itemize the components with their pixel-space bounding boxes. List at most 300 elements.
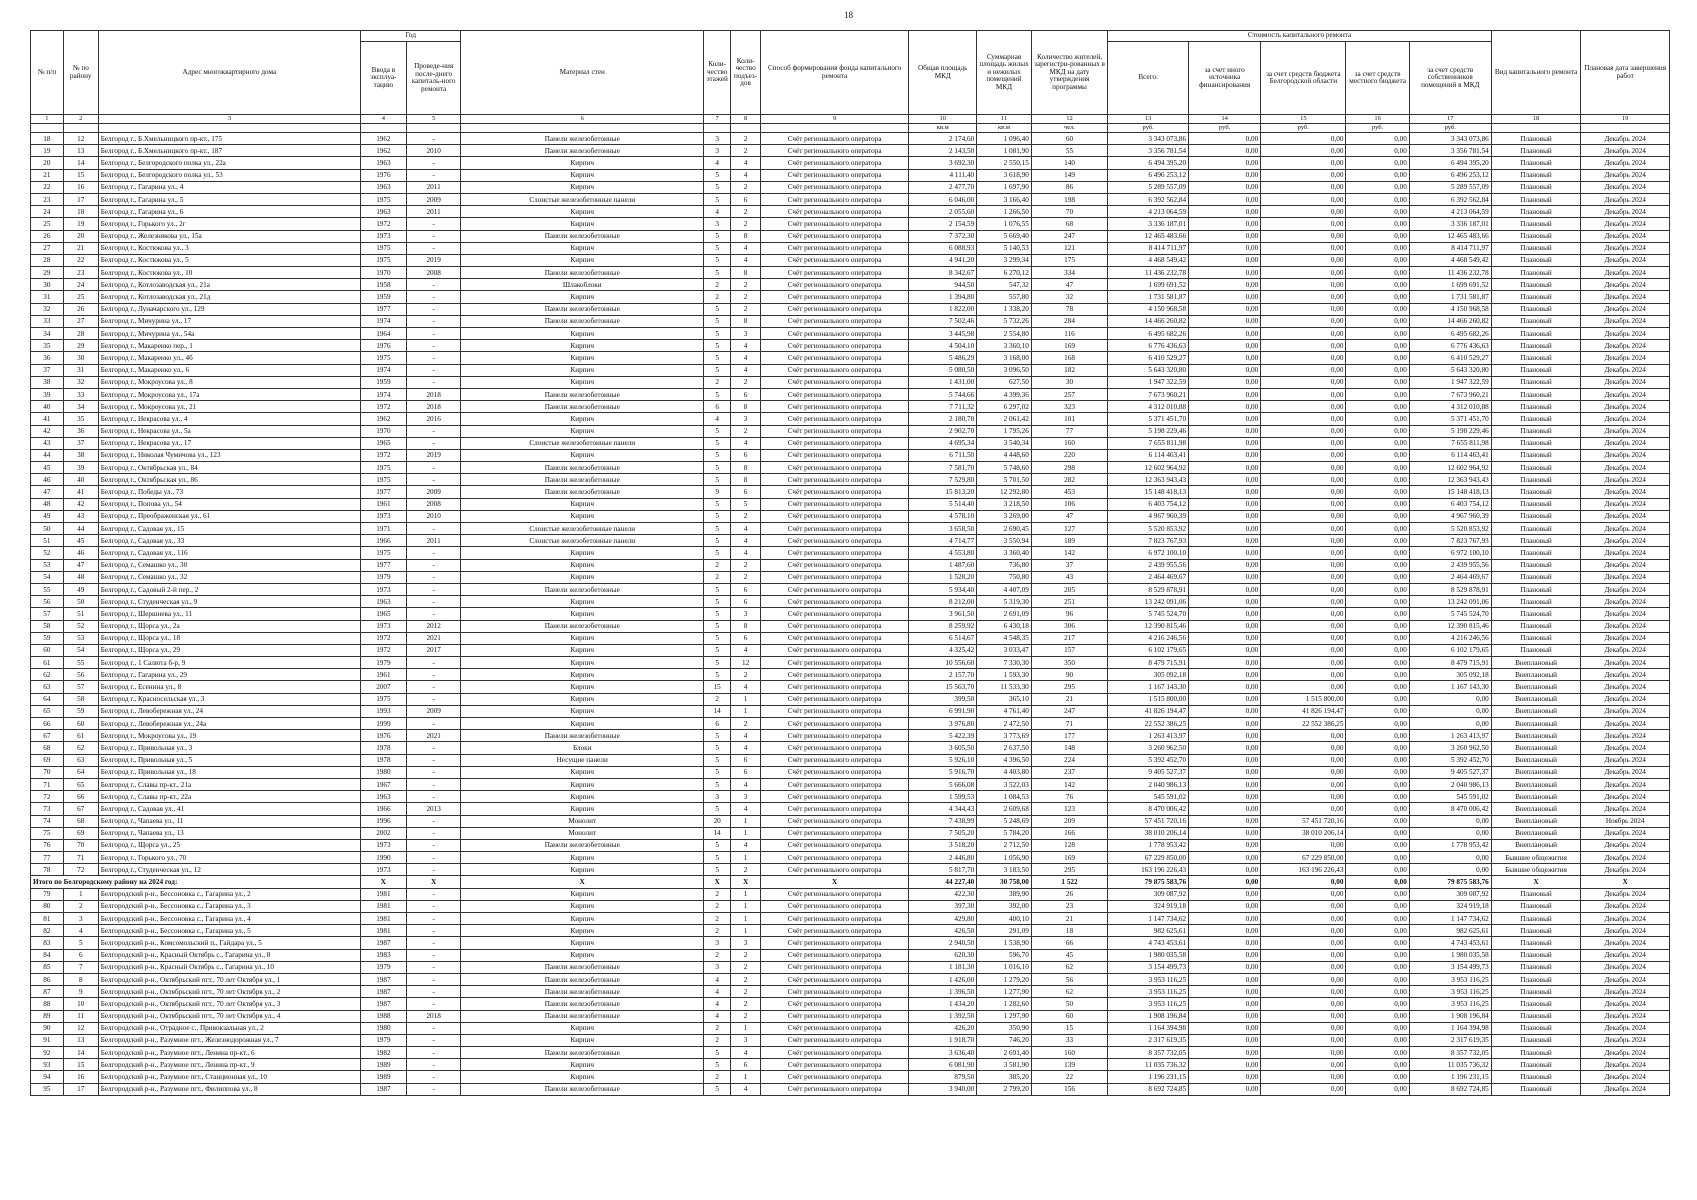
table-cell: 0,00 <box>1261 181 1346 193</box>
table-cell: 44 <box>31 449 64 461</box>
table-cell: 3 <box>63 913 98 925</box>
table-row <box>31 1022 1670 1034</box>
table-cell: 0,00 <box>1189 961 1261 973</box>
table-cell: Внеплановый <box>1491 742 1581 754</box>
table-cell: 6 <box>731 486 761 498</box>
table-cell: 0,00 <box>1346 547 1409 559</box>
table-cell: 11 436 232,78 <box>1108 267 1189 279</box>
table-cell: 0,00 <box>1346 949 1409 961</box>
table-cell: 0,00 <box>1189 608 1261 620</box>
table-cell: 2 <box>63 900 98 912</box>
table-cell: Плановый <box>1491 608 1581 620</box>
table-cell: 50 <box>63 596 98 608</box>
table-cell: Панели железобетонные <box>461 401 704 413</box>
table-cell: 0,00 <box>1346 620 1409 632</box>
table-cell: Декабрь 2024 <box>1581 181 1670 193</box>
table-cell: 5 <box>704 449 731 461</box>
table-cell: 1990 <box>360 852 406 864</box>
table-cell: 1 538,90 <box>977 937 1032 949</box>
table-cell: 397,30 <box>909 900 977 912</box>
table-cell: 3 096,50 <box>977 364 1032 376</box>
table-cell: 2 180,78 <box>909 413 977 425</box>
table-row <box>31 1083 1670 1095</box>
table-cell: 5 669,40 <box>977 230 1032 242</box>
table-cell: 1967 <box>360 778 406 790</box>
table-cell: 5 <box>704 364 731 376</box>
table-cell: 0,00 <box>1189 754 1261 766</box>
table-cell: 0,00 <box>1261 888 1346 900</box>
table-cell: 0,00 <box>1189 986 1261 998</box>
table-cell: 0,00 <box>1346 1083 1409 1095</box>
table-cell: 0,00 <box>1189 218 1261 230</box>
table-cell: 22 <box>31 181 64 193</box>
table-cell: Плановый <box>1491 644 1581 656</box>
table-cell: Декабрь 2024 <box>1581 961 1670 973</box>
table-cell: 0,00 <box>1346 401 1409 413</box>
table-cell: 1981 <box>360 900 406 912</box>
table-cell: 0,00 <box>1346 303 1409 315</box>
table-cell: 94 <box>31 1071 64 1083</box>
table-row <box>31 852 1670 864</box>
table-cell: 324 919,18 <box>1409 900 1491 912</box>
table-row <box>31 778 1670 790</box>
table-cell: 0,00 <box>1189 973 1261 985</box>
table-cell: 0,00 <box>1346 364 1409 376</box>
table-cell: 4 <box>731 742 761 754</box>
table-cell: - <box>406 791 461 803</box>
table-cell: Внеплановый <box>1491 718 1581 730</box>
table-cell: Белгород г., Горького ул., 70 <box>98 852 360 864</box>
table-cell: Кирпич <box>461 547 704 559</box>
table-cell: Плановый <box>1491 364 1581 376</box>
table-cell: 2 <box>731 181 761 193</box>
table-cell: Шлакоблоки <box>461 279 704 291</box>
table-cell: - <box>406 291 461 303</box>
table-cell: 1 277,90 <box>977 986 1032 998</box>
table-cell: 28 <box>31 254 64 266</box>
table-cell: 1 <box>63 888 98 900</box>
table-cell: 96 <box>1031 608 1107 620</box>
table-cell: 1 196 231,15 <box>1108 1071 1189 1083</box>
table-cell: 6 972 100,10 <box>1409 547 1491 559</box>
table-cell: 53 <box>63 632 98 644</box>
table-cell: Счёт регионального оператора <box>760 1034 909 1046</box>
table-cell: Плановый <box>1491 486 1581 498</box>
table-cell: 10 556,60 <box>909 657 977 669</box>
units-row <box>31 124 1670 133</box>
table-cell: 0,00 <box>1261 986 1346 998</box>
table-cell: 0,00 <box>1261 535 1346 547</box>
table-cell: 34 <box>31 328 64 340</box>
table-cell: Кирпич <box>461 718 704 730</box>
table-cell: 5 <box>704 754 731 766</box>
table-cell: 1987 <box>360 998 406 1010</box>
table-cell: 72 <box>31 791 64 803</box>
table-cell: Декабрь 2024 <box>1581 559 1670 571</box>
table-cell: 3 953 116,25 <box>1409 998 1491 1010</box>
table-cell: Белгород г., Славы пр-кт., 21а <box>98 778 360 790</box>
table-cell: 5 <box>704 462 731 474</box>
header-local-budget: за счет средств местного бюджета <box>1346 42 1409 115</box>
table-cell: 74 <box>31 815 64 827</box>
table-cell: Плановый <box>1491 413 1581 425</box>
table-cell: 43 <box>31 437 64 449</box>
table-cell: 4 <box>731 157 761 169</box>
table-cell: 1 778 953,42 <box>1108 839 1189 851</box>
table-cell: 9 405 527,37 <box>1108 766 1189 778</box>
table-cell: Декабрь 2024 <box>1581 693 1670 705</box>
table-row <box>31 474 1670 486</box>
table-cell: 2 <box>731 1010 761 1022</box>
table-cell: Белгород г., Макаренко ул., 6 <box>98 364 360 376</box>
table-cell: 75 <box>31 827 64 839</box>
table-cell: 2 <box>704 888 731 900</box>
table-cell: 3 445,98 <box>909 328 977 340</box>
table-cell: 5 745 524,70 <box>1108 608 1189 620</box>
table-cell: 2 <box>731 986 761 998</box>
table-cell: 127 <box>1031 523 1107 535</box>
table-cell: 5 392 452,70 <box>1409 754 1491 766</box>
table-row <box>31 547 1670 559</box>
table-cell: Счёт регионального оператора <box>760 364 909 376</box>
table-cell: 2007 <box>360 681 406 693</box>
table-cell: Плановый <box>1491 1071 1581 1083</box>
table-cell: 71 <box>63 852 98 864</box>
table-cell: 2 691,09 <box>977 608 1032 620</box>
table-cell: 4 150 968,58 <box>1409 303 1491 315</box>
table-cell: Белгородский р-н., Разумное пгт., Ленина пр-кт., 9 <box>98 1059 360 1071</box>
table-cell: Счёт регионального оператора <box>760 693 909 705</box>
table-cell: 392,00 <box>977 900 1032 912</box>
table-cell: Плановый <box>1491 900 1581 912</box>
table-cell: Белгород г., Николая Чумичова ул., 123 <box>98 449 360 461</box>
table-cell: 0,00 <box>1346 583 1409 595</box>
table-cell: 3 658,50 <box>909 523 977 535</box>
table-row <box>31 949 1670 961</box>
table-cell: 38 <box>63 449 98 461</box>
table-cell: 400,10 <box>977 913 1032 925</box>
table-cell: 8 <box>731 315 761 327</box>
table-cell: 0,00 <box>1261 486 1346 498</box>
table-cell: 90 <box>31 1022 64 1034</box>
table-cell: 0,00 <box>1189 583 1261 595</box>
table-cell: 0,00 <box>1346 388 1409 400</box>
table-cell: Панели железобетонные <box>461 730 704 742</box>
table-cell: 166 <box>1031 827 1107 839</box>
table-cell: 2018 <box>406 401 461 413</box>
table-cell: 879,50 <box>909 1071 977 1083</box>
table-cell: Счёт регионального оператора <box>760 730 909 742</box>
table-cell: 6 410 529,27 <box>1108 352 1189 364</box>
table-cell: 5 <box>704 1059 731 1071</box>
table-cell: 56 <box>1031 973 1107 985</box>
table-cell: 8 529 878,91 <box>1409 583 1491 595</box>
table-cell: 5 <box>704 352 731 364</box>
table-cell: 750,80 <box>977 571 1032 583</box>
table-cell: Декабрь 2024 <box>1581 973 1670 985</box>
table-cell: 49 <box>31 510 64 522</box>
table-cell: Счёт регионального оператора <box>760 169 909 181</box>
table-cell: 291,09 <box>977 925 1032 937</box>
table-cell: 11 035 736,32 <box>1409 1059 1491 1071</box>
table-cell: Белгород г., Белгородского полка ул., 53 <box>98 169 360 181</box>
header-residents: Количество жителей, зарегистри-рованных в МКД на дату утверждения программы <box>1031 31 1107 115</box>
table-cell: 3 <box>731 413 761 425</box>
table-cell: Белгород г., Мичурина ул., 17 <box>98 315 360 327</box>
table-cell: Декабрь 2024 <box>1581 571 1670 583</box>
table-cell: 1 947 322,59 <box>1108 376 1189 388</box>
table-cell: Плановый <box>1491 535 1581 547</box>
table-cell: 0,00 <box>1189 352 1261 364</box>
table-cell: Монолит <box>461 815 704 827</box>
table-cell: 1 <box>731 693 761 705</box>
header-repair-type: Вид капитального ремонта <box>1491 31 1581 115</box>
table-cell: 4 <box>731 778 761 790</box>
table-cell: Кирпич <box>461 913 704 925</box>
table-cell: 0,00 <box>1189 693 1261 705</box>
table-cell: 0,00 <box>1189 169 1261 181</box>
table-cell: 13 242 091,06 <box>1108 596 1189 608</box>
table-cell: 6 991,90 <box>909 705 977 717</box>
table-cell: Декабрь 2024 <box>1581 888 1670 900</box>
table-cell: 34 <box>63 401 98 413</box>
table-cell: 5 <box>704 254 731 266</box>
table-cell: 547,32 <box>977 279 1032 291</box>
table-cell: 2 439 955,56 <box>1108 559 1189 571</box>
table-cell: Кирпич <box>461 1022 704 1034</box>
table-cell: Плановый <box>1491 1034 1581 1046</box>
table-cell: 51 <box>31 535 64 547</box>
table-cell: 2 <box>731 303 761 315</box>
table-cell: 168 <box>1031 352 1107 364</box>
table-cell: 5 392 452,70 <box>1108 754 1189 766</box>
header-address: Адрес многоквартирного дома <box>98 31 360 115</box>
table-cell: 8 692 724,85 <box>1108 1083 1189 1095</box>
table-cell: Кирпич <box>461 644 704 656</box>
table-cell: - <box>406 900 461 912</box>
table-cell: 0,00 <box>1409 852 1491 864</box>
table-cell: Панели железобетонные <box>461 462 704 474</box>
table-cell: 121 <box>1031 242 1107 254</box>
table-cell: Белгород г., Луначарского ул., 129 <box>98 303 360 315</box>
table-row <box>31 925 1670 937</box>
table-cell: Панели железобетонные <box>461 998 704 1010</box>
table-cell: 182 <box>1031 364 1107 376</box>
table-cell: 7 529,80 <box>909 474 977 486</box>
table-cell: 4 312 010,88 <box>1409 401 1491 413</box>
table-row <box>31 328 1670 340</box>
table-cell: 38 010 206,14 <box>1261 827 1346 839</box>
table-cell: 746,20 <box>977 1034 1032 1046</box>
table-cell: 25 <box>31 218 64 230</box>
table-cell: Кирпич <box>461 242 704 254</box>
table-cell: - <box>406 1083 461 1095</box>
table-cell: 30 <box>1031 376 1107 388</box>
table-cell: 3 360,10 <box>977 340 1032 352</box>
table-cell: 1975 <box>360 193 406 205</box>
table-cell: 92 <box>31 1047 64 1059</box>
header-year-repair: Проведе-ния после-днего капиталь-ного ремонта <box>406 42 461 115</box>
table-cell: Белгород г., Левобережная ул., 24а <box>98 718 360 730</box>
table-cell: 62 <box>1031 961 1107 973</box>
table-cell: Декабрь 2024 <box>1581 486 1670 498</box>
table-cell: 0,00 <box>1346 254 1409 266</box>
table-cell: Белгород г., Есенина ул., 8 <box>98 681 360 693</box>
table-cell: 1993 <box>360 705 406 717</box>
table-cell: Декабрь 2024 <box>1581 986 1670 998</box>
table-cell: 29 <box>63 340 98 352</box>
table-cell: Кирпич <box>461 632 704 644</box>
table-row <box>31 973 1670 985</box>
table-cell: 0,00 <box>1261 315 1346 327</box>
table-cell: 1 <box>731 1022 761 1034</box>
table-cell: 0,00 <box>1189 815 1261 827</box>
table-cell: Декабрь 2024 <box>1581 437 1670 449</box>
table-cell: Декабрь 2024 <box>1581 803 1670 815</box>
table-cell: Плановый <box>1491 206 1581 218</box>
table-cell: 14 <box>63 157 98 169</box>
table-cell: - <box>406 693 461 705</box>
table-cell: - <box>406 230 461 242</box>
table-cell: Плановый <box>1491 1059 1581 1071</box>
table-cell: 6 088,93 <box>909 242 977 254</box>
table-cell: 4 312 010,88 <box>1108 401 1189 413</box>
table-cell: 1962 <box>360 413 406 425</box>
table-cell: 4 325,42 <box>909 644 977 656</box>
table-cell: 2 <box>731 949 761 961</box>
table-cell: 0,00 <box>1346 754 1409 766</box>
table-row <box>31 535 1670 547</box>
table-cell: 0,00 <box>1346 1022 1409 1034</box>
table-cell: 6 392 562,84 <box>1108 193 1189 205</box>
table-cell: 0,00 <box>1189 388 1261 400</box>
table-cell: 0,00 <box>1346 449 1409 461</box>
table-cell: 0,00 <box>1189 181 1261 193</box>
table-cell: 3 <box>704 133 731 145</box>
table-cell: 33 <box>63 388 98 400</box>
table-cell: 4 <box>704 157 731 169</box>
table-cell: 0,00 <box>1346 815 1409 827</box>
table-cell: 6 <box>731 388 761 400</box>
table-cell: 0,00 <box>1346 986 1409 998</box>
table-cell: Декабрь 2024 <box>1581 864 1670 876</box>
table-cell: 4 761,40 <box>977 705 1032 717</box>
table-cell: Счёт регионального оператора <box>760 961 909 973</box>
table-cell: 0,00 <box>1346 888 1409 900</box>
table-cell: 6 496 253,12 <box>1409 169 1491 181</box>
table-row <box>31 937 1670 949</box>
table-cell: 0,00 <box>1261 620 1346 632</box>
table-row <box>31 608 1670 620</box>
table-cell: 2 464 469,67 <box>1409 571 1491 583</box>
header-owners: за счет средств собственников помещений в МКД <box>1409 42 1491 115</box>
table-cell: 22 552 386,25 <box>1261 718 1346 730</box>
table-cell: 1977 <box>360 486 406 498</box>
table-cell: 0,00 <box>1189 998 1261 1010</box>
table-cell: 45 <box>1031 949 1107 961</box>
table-cell: 0,00 <box>1346 657 1409 669</box>
table-cell: 5 701,50 <box>977 474 1032 486</box>
table-cell: 2 317 619,35 <box>1108 1034 1189 1046</box>
table-cell: 18 <box>31 133 64 145</box>
table-cell: Панели железобетонные <box>461 620 704 632</box>
table-cell: 365,10 <box>977 693 1032 705</box>
table-cell: 160 <box>1031 437 1107 449</box>
table-cell: 6 <box>731 766 761 778</box>
table-cell: 0,00 <box>1189 949 1261 961</box>
table-cell: Плановый <box>1491 620 1581 632</box>
table-cell: Белгород г., Преображенская ул., 61 <box>98 510 360 522</box>
table-cell: - <box>406 547 461 559</box>
table-cell: 79 <box>31 888 64 900</box>
table-cell: 309 087,92 <box>1409 888 1491 900</box>
table-cell: Плановый <box>1491 949 1581 961</box>
table-cell: 62 <box>63 742 98 754</box>
table-cell: Кирпич <box>461 169 704 181</box>
table-cell: Счёт регионального оператора <box>760 474 909 486</box>
table-cell: 55 <box>1031 145 1107 157</box>
table-cell: 4 <box>731 340 761 352</box>
table-cell: 0,00 <box>1261 1022 1346 1034</box>
table-cell: 5 <box>704 852 731 864</box>
header-date: Плановая дата завершения работ <box>1581 31 1670 115</box>
table-cell: Счёт регионального оператора <box>760 254 909 266</box>
table-cell: Белгород г., Макаренко пер., 1 <box>98 340 360 352</box>
table-cell: Декабрь 2024 <box>1581 535 1670 547</box>
table-cell: 81 <box>31 913 64 925</box>
table-cell: Декабрь 2024 <box>1581 1010 1670 1022</box>
table-cell: 3 260 962,50 <box>1409 742 1491 754</box>
table-cell: Плановый <box>1491 523 1581 535</box>
table-cell: Счёт регионального оператора <box>760 340 909 352</box>
table-cell: Декабрь 2024 <box>1581 1034 1670 1046</box>
table-cell: 1975 <box>360 693 406 705</box>
table-cell: 2008 <box>406 498 461 510</box>
table-cell: 4 548,35 <box>977 632 1032 644</box>
table-cell: 0,00 <box>1261 1034 1346 1046</box>
table-cell: 2011 <box>406 181 461 193</box>
table-cell: Монолит <box>461 827 704 839</box>
table-cell: 5 <box>704 620 731 632</box>
table-cell: 13 <box>63 1034 98 1046</box>
table-cell: 1979 <box>360 571 406 583</box>
table-cell: Счёт регионального оператора <box>760 1010 909 1022</box>
table-cell: 67 <box>31 730 64 742</box>
table-cell: 0,00 <box>1189 303 1261 315</box>
table-cell: 3 <box>704 937 731 949</box>
table-cell: 1 487,60 <box>909 559 977 571</box>
table-cell: 1 778 953,42 <box>1409 839 1491 851</box>
table-cell: 85 <box>31 961 64 973</box>
table-cell: 0,00 <box>1346 535 1409 547</box>
table-cell: - <box>406 315 461 327</box>
table-cell: Декабрь 2024 <box>1581 778 1670 790</box>
table-cell: Декабрь 2024 <box>1581 900 1670 912</box>
table-cell: 12 390 815,46 <box>1409 620 1491 632</box>
table-cell: 0,00 <box>1261 449 1346 461</box>
table-cell: Внеплановый <box>1491 705 1581 717</box>
table-cell: 0,00 <box>1409 693 1491 705</box>
table-cell: 37 <box>1031 559 1107 571</box>
table-cell: 0,00 <box>1189 644 1261 656</box>
table-cell: Декабрь 2024 <box>1581 462 1670 474</box>
table-cell: 8 692 724,85 <box>1409 1083 1491 1095</box>
table-cell: 8 414 711,97 <box>1108 242 1189 254</box>
table-cell: 160 <box>1031 1047 1107 1059</box>
table-cell: 0,00 <box>1346 462 1409 474</box>
table-cell: 1962 <box>360 145 406 157</box>
table-cell: Декабрь 2024 <box>1581 157 1670 169</box>
